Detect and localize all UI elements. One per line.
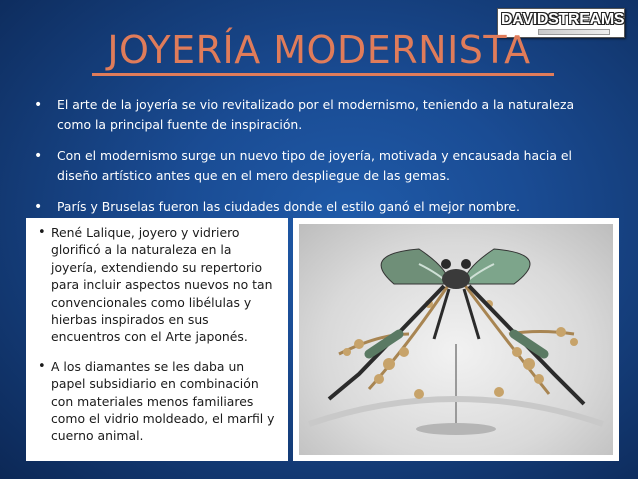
lalique-text-card: [26, 218, 288, 461]
jewel-brooch-image: [299, 224, 613, 455]
card-bullet-list: [26, 218, 288, 445]
bullet-item: • París y Bruselas fueron las ciudades donde el estilo ganó el mejor nombre.: [34, 197, 594, 217]
card-bullet-item: • A los diamantes se les daba un papel subsidiario en combinación con materiales menos familiares como el vidrio moldeado, el marfil y cuerno animal.: [34, 358, 280, 445]
main-bullet-list: [34, 95, 594, 228]
brooch-illustration: [299, 224, 613, 455]
card-bullet-item: • René Lalique, joyero y vidriero glorificó a la naturaleza en la joyería, extendiendo su repertorio para incluir aspectos nuevos no tan convencionales como libélulas y hierbas inspirados en sus encuentros con el Arte japonés.: [34, 224, 280, 346]
bullet-item: • El arte de la joyería se vio revitalizado por el modernismo, teniendo a la naturaleza como la principal fuente de inspiración.: [34, 95, 594, 135]
bullet-item: • Con el modernismo surge un nuevo tipo de joyería, motivada y encausada hacia el diseño artístico antes que en el mero despliegue de las gemas.: [34, 146, 594, 186]
photo-frame: [293, 218, 619, 461]
slide-title: JOYERÍA MODERNISTA: [107, 28, 531, 72]
logo-text: DAVIDSTREAMS: [501, 11, 625, 28]
title-underline: [92, 73, 554, 76]
